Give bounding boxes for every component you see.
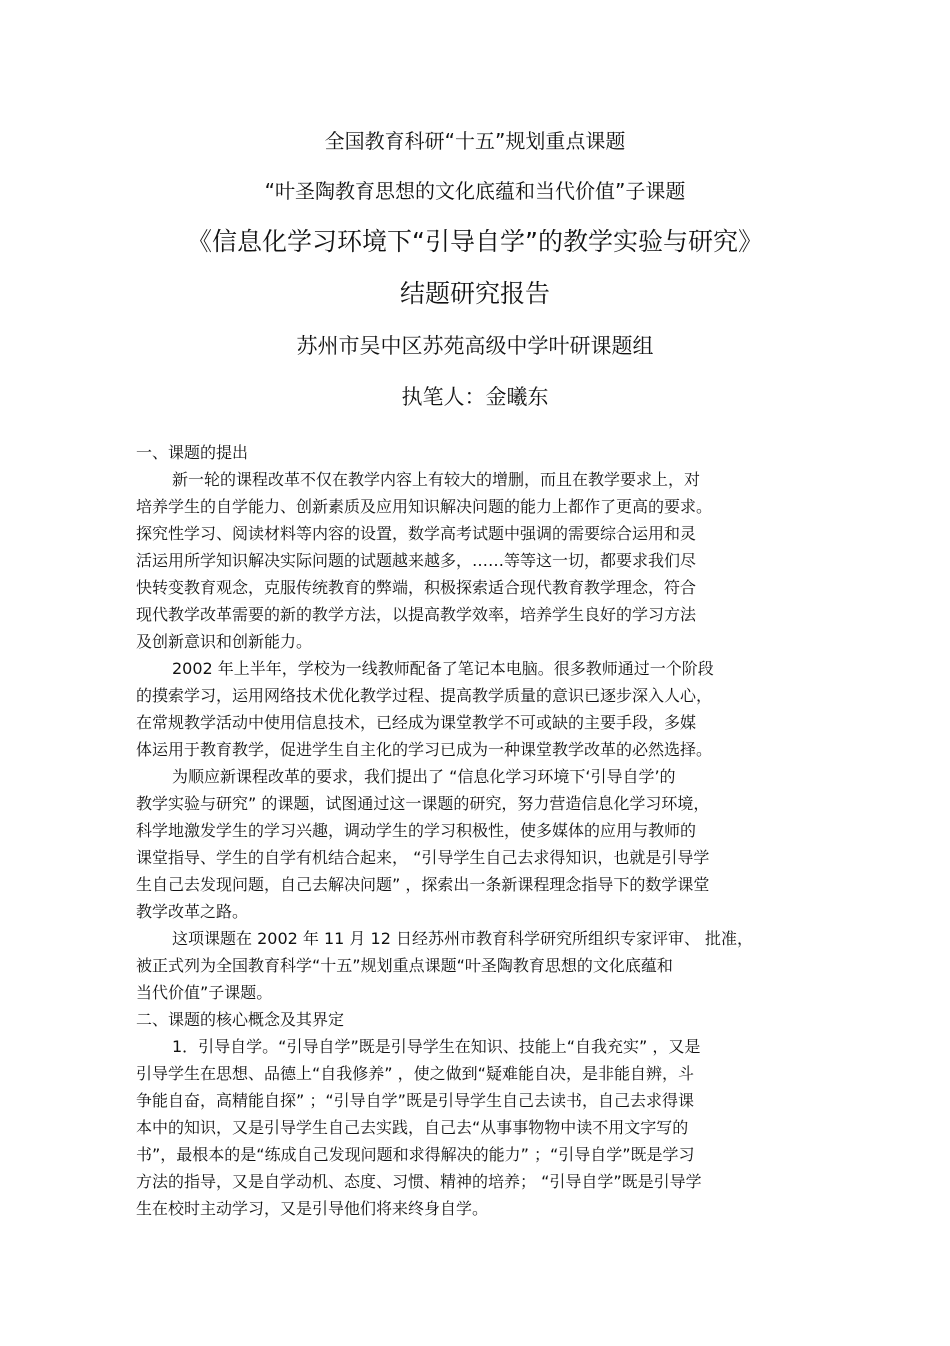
organization: 苏州市吴中区苏苑高级中学叶研课题组: [296, 334, 654, 358]
paragraph-line: 现代教学改革需要的新的教学方法，以提高教学效率，培养学生良好的学习方法: [136, 605, 697, 624]
paragraph-line: 本中的知识，又是引导学生自己去实践，自己去“从事事物物中读不用文字写的: [136, 1118, 689, 1137]
paragraph-line: 这项课题在 2002 年 11 月 12 日经苏州市教育科学研究所组织专家评审、 批准，: [172, 929, 754, 948]
paragraph-line: 生自己去发现问题，自己去解决问题” ，探索出一条新课程理念指导下的数学课堂: [136, 875, 710, 894]
paragraph-line: 为顺应新课程改革的要求，我们提出了 “信息化学习环境下‘引导自学’的: [172, 767, 676, 786]
title-line-2: “叶圣陶教育思想的文化底蕴和当代价值”子课题: [264, 179, 686, 203]
paragraph-line: 方法的指导，又是自学动机、态度、习惯、精神的培养； “引导自学”既是引导学: [136, 1172, 702, 1191]
paragraph-line: 教学改革之路。: [136, 902, 249, 921]
paragraph-line: 当代价值”子课题。: [136, 983, 273, 1002]
paragraph-line: 1．引导自学。“引导自学”既是引导学生在知识、技能上“自我充实” ，又是: [172, 1037, 701, 1056]
section-heading-2: 二、课题的核心概念及其界定: [136, 1010, 345, 1029]
section-heading-1: 一、课题的提出: [136, 443, 249, 462]
title-line-4: 结题研究报告: [399, 279, 550, 308]
paragraph-line: 及创新意识和创新能力。: [136, 632, 313, 651]
paragraph-line: 被正式列为全国教育科学“十五”规划重点课题“叶圣陶教育思想的文化底蕴和: [136, 956, 673, 975]
paragraph-line: 书”，最根本的是“练成自己发现问题和求得解决的能力” ；“引导自学”既是学习: [136, 1145, 695, 1164]
paragraph-line: 生在校时主动学习，又是引导他们将来终身自学。: [136, 1199, 489, 1218]
paragraph-line: 课堂指导、学生的自学有机结合起来， “引导学生自己去求得知识，也就是引导学: [136, 848, 710, 867]
title-line-1: 全国教育科研“十五”规划重点课题: [324, 129, 626, 153]
paragraph-line: 教学实验与研究” 的课题，试图通过这一课题的研究，努力营造信息化学习环境，: [136, 794, 710, 813]
paragraph-line: 的摸索学习，运用网络技术优化教学过程、提高教学质量的意识已逐步深入人心，: [136, 686, 713, 705]
paragraph-line: 在常规教学活动中使用信息技术，已经成为课堂教学不可或缺的主要手段，多媒: [136, 713, 697, 732]
paragraph-line: 快转变教育观念，克服传统教育的弊端，积极探索适合现代教育教学理念，符合: [136, 578, 697, 597]
paragraph-line: 活运用所学知识解决实际问题的试题越来越多，……等等这一切，都要求我们尽: [136, 551, 697, 570]
title-line-3: 《信息化学习环境下“引导自学”的教学实验与研究》: [187, 227, 763, 256]
paragraph-line: 体运用于教育教学，促进学生自主化的学习已成为一种课堂教学改革的必然选择。: [136, 740, 713, 759]
paragraph-line: 新一轮的课程改革不仅在教学内容上有较大的增删，而且在教学要求上，对: [172, 470, 701, 489]
author: 执笔人：金曦东: [401, 385, 549, 409]
paragraph-line: 探究性学习、阅读材料等内容的设置，数学高考试题中强调的需要综合运用和灵: [136, 524, 697, 543]
paragraph-line: 科学地激发学生的学习兴趣，调动学生的学习积极性，使多媒体的应用与教师的: [136, 821, 697, 840]
paragraph-line: 培养学生的自学能力、创新素质及应用知识解决问题的能力上都作了更高的要求。: [136, 497, 713, 516]
paragraph-line: 引导学生在思想、品德上“自我修养” ，使之做到“疑难能自决，是非能自辨，斗: [136, 1064, 694, 1083]
paragraph-line: 2002 年上半年，学校为一线教师配备了笔记本电脑。很多教师通过一个阶段: [172, 659, 714, 678]
paragraph-line: 争能自奋，高精能自探” ；“引导自学”既是引导学生自己去读书，自己去求得课: [136, 1091, 694, 1110]
